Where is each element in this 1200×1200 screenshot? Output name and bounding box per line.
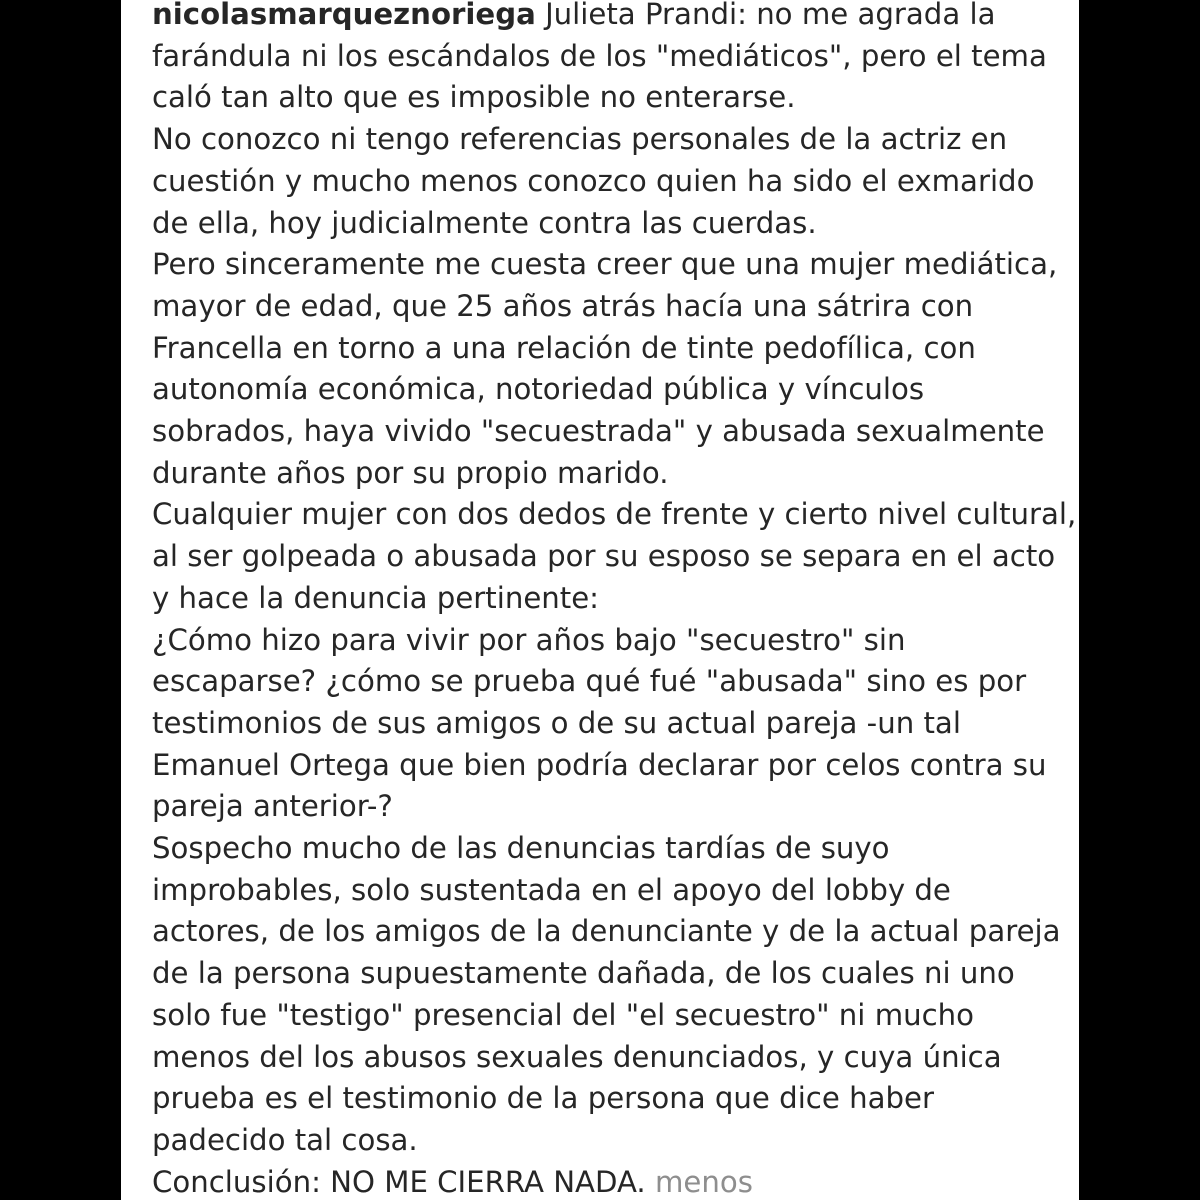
caption-line: testimonios de sus amigos o de su actual pareja -un tal (152, 705, 961, 740)
caption-line: improbables, solo sustentada en el apoyo del lobby de (152, 872, 951, 907)
caption-last-line (152, 1162, 1079, 1200)
caption-text: Julieta Prandi: no me agrada la (545, 0, 996, 31)
caption-line: No conozco ni tengo referencias personales de la actriz en (152, 122, 1008, 157)
caption-conclusion: Conclusión: NO ME CIERRA NADA. (152, 1164, 646, 1199)
caption-line: de la persona supuestamente dañada, de los cuales ni uno (152, 956, 1015, 991)
caption-line: Francella en torno a una relación de tinte pedofílica, con (152, 330, 976, 365)
caption-line: Cualquier mujer con dos dedos de frente y cierto nivel cultural, (152, 497, 1077, 532)
caption-line: padecido tal cosa. (152, 1122, 418, 1157)
caption-panel (121, 0, 1079, 1200)
caption-line: durante años por su propio marido. (152, 455, 669, 490)
caption-line: escaparse? ¿cómo se prueba qué fué "abusada" sino es por (152, 664, 1027, 699)
caption-line: caló tan alto que es imposible no enterarse. (152, 80, 796, 115)
caption-line: actores, de los amigos de la denunciante y de la actual pareja (152, 914, 1061, 949)
caption-line: y hace la denuncia pertinente: (152, 580, 600, 615)
post-caption (152, 0, 1079, 1200)
caption-line: farándula ni los escándalos de los "mediáticos", pero el tema (152, 38, 1047, 73)
caption-line: solo fue "testigo" presencial del "el secuestro" ni mucho (152, 997, 975, 1032)
caption-line: prueba es el testimonio de la persona que dice haber (152, 1081, 934, 1116)
caption-line: al ser golpeada o abusada por su esposo se separa en el acto (152, 539, 1056, 574)
caption-line: Emanuel Ortega que bien podría declarar por celos contra su (152, 747, 1047, 782)
caption-line: Pero sinceramente me cuesta creer que una mujer mediática, (152, 247, 1058, 282)
caption-line: autonomía económica, notoriedad pública y vínculos (152, 372, 925, 407)
caption-line: de ella, hoy judicialmente contra las cuerdas. (152, 205, 817, 240)
caption-line: ¿Cómo hizo para vivir por años bajo "secuestro" sin (152, 622, 906, 657)
caption-line: mayor de edad, que 25 años atrás hacía una sátrira con (152, 288, 974, 323)
caption-line: Sospecho mucho de las denuncias tardías de suyo (152, 831, 890, 866)
caption-line: menos del los abusos sexuales denunciados, y cuya única (152, 1039, 1002, 1074)
caption-line: cuestión y mucho menos conozco quien ha sido el exmarido (152, 163, 1035, 198)
caption-line: sobrados, haya vivido "secuestrada" y abusada sexualmente (152, 414, 1045, 449)
username-link[interactable]: nicolasmarqueznoriega (152, 0, 536, 31)
caption-line: pareja anterior-? (152, 789, 393, 824)
caption-first-line (152, 0, 1079, 36)
less-link[interactable]: menos (655, 1164, 753, 1199)
